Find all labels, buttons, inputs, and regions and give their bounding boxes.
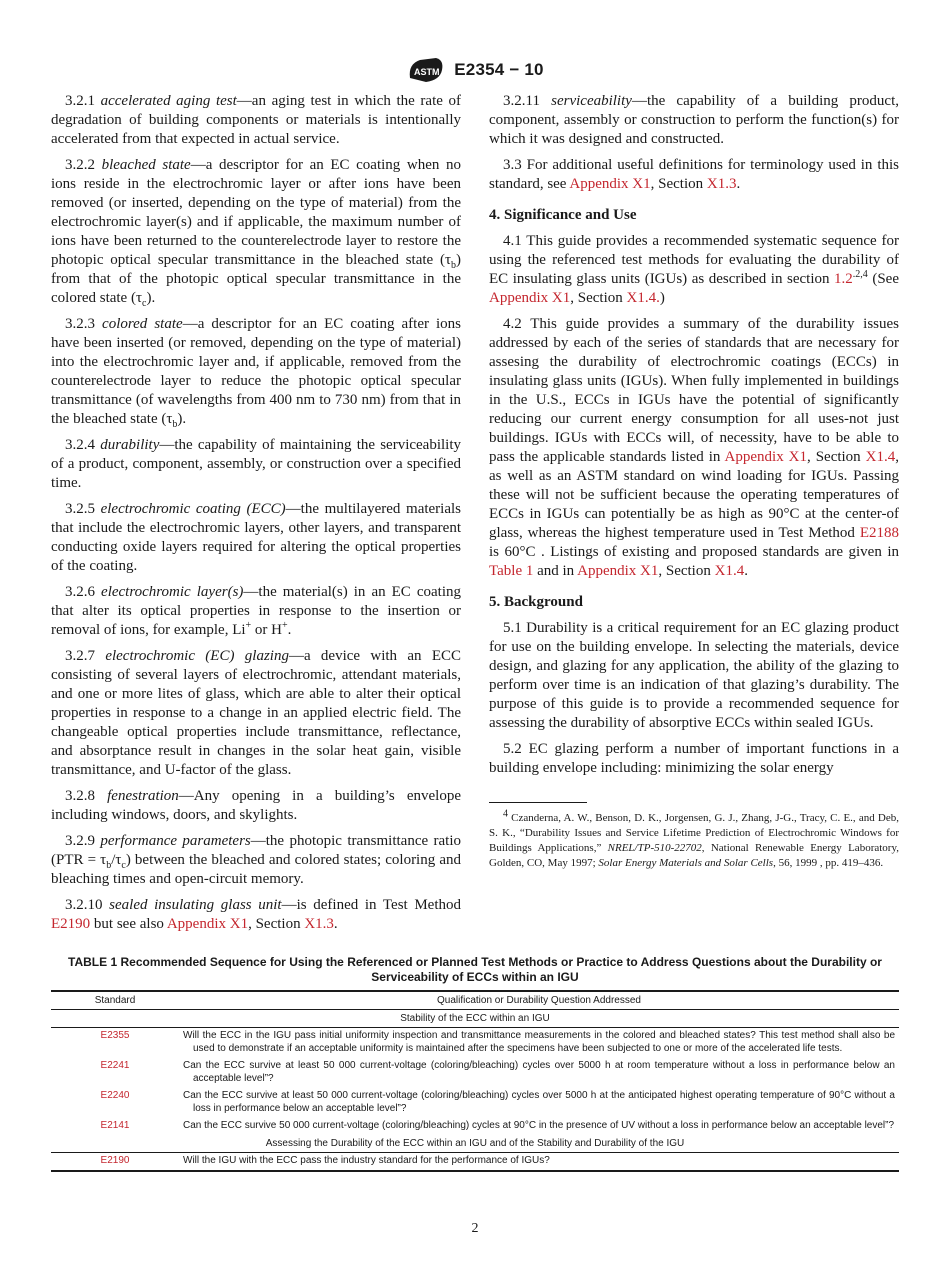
table-1 — [51, 955, 899, 1172]
standard-link[interactable]: E2190 — [51, 1153, 179, 1172]
definition-3-2-4: 3.2.4 durability—the capability of maintaining the serviceability of a product, component, assembly, or construction over a specified time. — [51, 437, 461, 491]
column-header-question: Qualification or Durability Question Addressed — [179, 991, 899, 1010]
question-text: Will the IGU with the ECC pass the industry standard for the performance of IGUs? — [183, 1155, 550, 1166]
section-heading-significance: 4. Significance and Use — [489, 207, 637, 223]
definition-3-2-9: 3.2.9 performance parameters—the photopic transmittance ratio $(PTR = \tau_b/\tau_c)$ between the bleached and colored states; coloring and bleaching times and open-circuit memory. — [51, 833, 462, 887]
definition-3-2-2: 3.2.2 bleached state—a descriptor for an EC coating when no ions reside in the electrochromic layer or after ions have been removed (or inserted, depending on the type of material) from the electrochromic layer(s) and if applicable, the maximum number of ions have been returned to the counterelectrode layer to restore the photopic optical specular transmittance in the bleached state $(\tau_b)$ from that of the photopic optical specular transmittance in the colored state $(\tau_c)$. — [51, 157, 461, 309]
paragraph-4-2: 4.2 This guide provides a summary of the durability issues addressed by each of the series of standards that are necessary for assesing the durability of electrochromic coatings (ECCs) in insulating glass units (IGUs). When fully implemented in buildings in the U.S., ECCs in IGUs have the potential of significantly reducing our current energy consumption for all uses-not just buildings. IGUs with ECCs will, of necessity, have to be able to pass the applicable standards listed in Appendix X1, Section X1.4, as well as an ASTM standard on wind loading for IGUs. Passing these will not be sufficient because the operating temperatures of ECCs in IGUs can potentially be as high as 90°C at the center-of glass, whereas the highest temperature used in Test Method E2188 is 60°C . Listings of existing and proposed standards are given in Table 1 and in Appendix X1, Section X1.4. — [489, 316, 899, 579]
svg-text:ASTM: ASTM — [414, 67, 440, 77]
group-label: Stability of the ECC within an IGU — [51, 1010, 899, 1028]
question-text: Can the ECC survive at least 50 000 current-voltage (coloring/bleaching) cycles over 5000 h at the anticipated highest operating temperature of 90°C without a loss in performance below an acceptable level”? — [183, 1090, 895, 1114]
link-appendix-x1[interactable]: Appendix X1 — [724, 449, 807, 465]
definition-3-2-1: 3.2.1 accelerated aging test—an aging test in which the rate of degradation of building components or materials is intentionally accelerated from that expected in actual service. — [51, 93, 461, 147]
link-appendix-x1[interactable]: Appendix X1 — [166, 916, 249, 932]
paragraph-3-3: 3.3 For additional useful definitions for terminology used in this standard, see Appendix X1, Section X1.3. — [489, 157, 899, 192]
question-text: Will the ECC in the IGU pass initial uniformity inspection and transmittance measurements in the colored and bleached states? This test method shall also be used to demonstrate if an acceptable uniformity is maintained after the specimens have been subjected to one or more of the accelerated life tests. — [183, 1030, 895, 1054]
link-x1-4[interactable]: X1.4 — [865, 449, 896, 465]
column-header-standard: Standard — [51, 991, 179, 1010]
table-title: TABLE 1 Recommended Sequence for Using the Referenced or Planned Test Methods or Practice to Address Questions about the Durability or Serviceability of ECCs within an IGU — [68, 955, 882, 984]
table-row — [51, 1058, 899, 1088]
standard-link[interactable]: E2240 — [100, 1090, 130, 1101]
definition-3-2-10: 3.2.10 sealed insulating glass unit—is defined in Test Method E2190 but see also Appendix X1, Section X1.3. — [51, 897, 462, 932]
link-e2188[interactable]: E2188 — [859, 525, 899, 541]
link-x1-4[interactable]: X1.4 — [714, 563, 745, 579]
link-x1-3[interactable]: X1.3 — [706, 176, 737, 192]
link-x1-3[interactable]: X1.3 — [304, 916, 334, 932]
paragraph-5-2: 5.2 EC glazing perform a number of important functions in a building envelope including: minimizing the solar energy — [489, 741, 899, 776]
link-table-1[interactable]: Table 1 — [489, 563, 534, 579]
table-group-row — [51, 1135, 899, 1153]
question-text: Can the ECC survive at least 50 000 current-voltage (coloring/bleaching) cycles over 5000 h at room temperature without a loss in performance below an acceptable level”? — [183, 1060, 895, 1084]
link-x1-4[interactable]: X1.4. — [626, 290, 660, 306]
link-appendix-x1[interactable]: Appendix X1 — [569, 176, 651, 192]
left-column — [51, 92, 461, 941]
standard-link[interactable]: E2355 — [100, 1030, 130, 1041]
section-heading-background: 5. Background — [489, 594, 583, 610]
paragraph-4-1: 4.1 This guide provides a recommended systematic sequence for using the referenced test methods for evaluating the durability of EC insulating glass units (IGUs) as described in section $1.2^{.2,4}$ (See Appendix X1, Section X1.4.) — [489, 233, 899, 306]
page-header — [0, 56, 950, 84]
standard-designation: E2354 − 10 — [454, 60, 544, 79]
standard-link[interactable]: E2141 — [100, 1120, 130, 1131]
page-number: 2 — [471, 1221, 479, 1236]
paragraph-5-1: 5.1 Durability is a critical requirement for an EC glazing product for use on the building envelope. In selecting the materials, device design, and glazing for any application, the ability of the glazing to perform over time is an indication of that glazing’s durability. The purpose of this guide is to provide a recommended sequence for assessing the durability of absorptive ECCs within sealed IGUs. — [489, 620, 899, 731]
table-row — [51, 1118, 899, 1135]
table-group-row — [51, 1010, 899, 1028]
group-label: Assessing the Durability of the ECC within an IGU and of the Stability and Durability of the IGU — [51, 1135, 899, 1153]
table-row — [51, 1153, 899, 1172]
link-1-2[interactable]: 1.2 — [834, 271, 853, 287]
definition-3-2-8: 3.2.8 fenestration—Any opening in a building’s envelope including windows, doors, and skylights. — [51, 788, 462, 823]
table-header-row — [51, 991, 899, 1010]
question-text: Can the ECC survive 50 000 current-voltage (coloring/bleaching) cycles at 90°C in the presence of UV without a loss in performance below an acceptable level”? — [183, 1120, 895, 1131]
standards-table — [51, 990, 899, 1172]
table-row — [51, 1088, 899, 1118]
footnote-4: $^4$ Czanderna, A. W., Benson, D. K., Jorgensen, G. J., Zhang, J-G., Tracy, C. E., and Deb, S. K., “Durability Issues and Service Lifetime Prediction of Electrochromic Windows for Buildings Applications,” NREL/TP-510-22702, National Renewable Energy Laboratory, Golden, CO, May 1997; Solar Energy Materials and Solar Cells, 56, 1999 , pp. 419–436. — [489, 808, 899, 869]
definition-3-2-3: 3.2.3 colored state—a descriptor for an EC coating after ions have been inserted (or removed, depending on the type of material) into the electrochromic layer and, if applicable, removed from the counterelectrode layer to reduce the photopic optical specular transmittance (of wavelengths from 400 nm to 730 nm) from that in the bleached state $(\tau_b)$. — [51, 316, 462, 430]
right-column — [489, 92, 899, 878]
astm-logo-icon — [406, 56, 446, 84]
standard-link[interactable]: E2241 — [100, 1060, 130, 1071]
link-appendix-x1[interactable]: Appendix X1 — [489, 290, 571, 306]
definition-3-2-5: 3.2.5 electrochromic coating (ECC)—the multilayered materials that include the electrochromic layers, other layers, and transparent conducting oxide layers required for altering the optical properties of the coating. — [51, 501, 461, 574]
table-row — [51, 1028, 899, 1059]
footnote-rule — [489, 802, 587, 803]
link-e2190[interactable]: E2190 — [51, 916, 91, 932]
link-appendix-x1[interactable]: Appendix X1 — [577, 563, 659, 579]
definition-3-2-11: 3.2.11 serviceability—the capability of a building product, component, assembly or construction to perform the function(s) for which it was designed and constructed. — [489, 93, 899, 147]
definition-3-2-7: 3.2.7 electrochromic (EC) glazing—a device with an ECC consisting of several layers of electrochromic, attendant materials, and one or more lites of glass, which are able to alter their optical properties in response to a change in an applied electric field. The changeable optical properties include transmittance, reflectance, and absorptance result in changes in the solar heat gain, visible transmittance, and U-factor of the glass. — [51, 648, 461, 778]
definition-3-2-6: 3.2.6 electrochromic layer(s)—the material(s) in an EC coating that alter its optical properties in response to the insertion or removal of ions, for example, Li+ or H+. — [51, 584, 461, 638]
